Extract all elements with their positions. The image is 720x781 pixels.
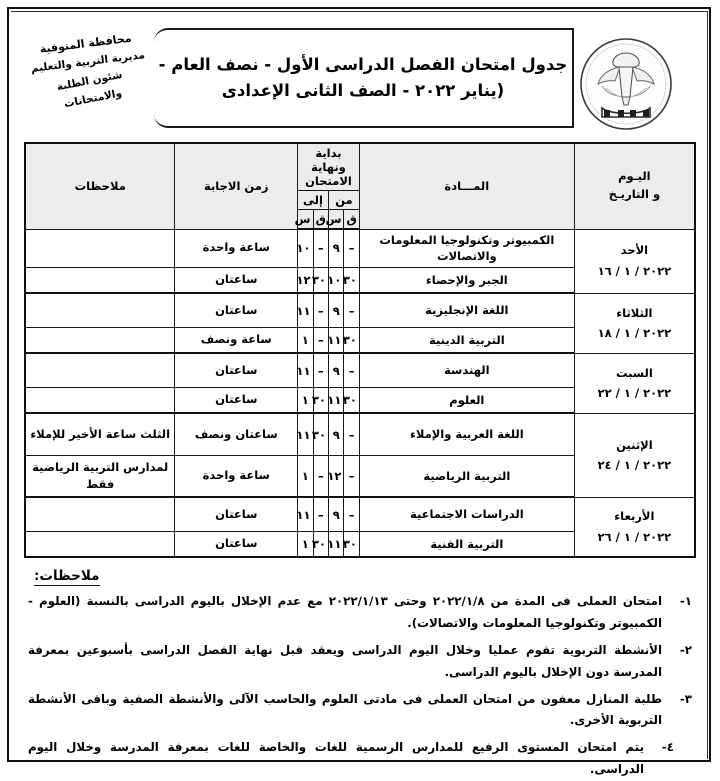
cell-day-date (574, 353, 695, 413)
cell-to-hour: ١٠ (298, 229, 313, 267)
cell-subject: الدراسات الاجتماعية (359, 497, 574, 531)
page-title: جدول امتحان الفصل الدراسى الأول - نصف العام - (158, 54, 568, 74)
cell-subject: التربية الدينية (359, 327, 574, 353)
authority-governorate: محافظة المنوفية (39, 31, 133, 56)
cell-to-hour: ١ (298, 387, 313, 413)
header-exam-span: بداية ونهاية الامتحان (298, 143, 360, 191)
day-date: ٢٠٢٢ / ١ / ٢٢ (597, 386, 672, 401)
cell-from-hour: ١١ (328, 387, 343, 413)
table-row (25, 229, 695, 267)
cell-to-hour: ١١ (298, 497, 313, 531)
cell-note: لمدارس التربية الرياضية فقط (25, 455, 175, 497)
header-to-minute: ق (313, 210, 328, 230)
table-row (25, 413, 695, 455)
note-item (28, 640, 692, 684)
cell-from-hour: ٩ (328, 497, 343, 531)
cell-from-hour: ١١ (328, 531, 343, 557)
cell-to-minute: – (313, 229, 328, 267)
day-name: الأربعاء (614, 509, 655, 524)
authority-department: شئون الطلبة والامتحانات (55, 68, 124, 111)
cell-from-minute: ٣٠ (344, 531, 359, 557)
cell-from-hour: ١١ (328, 327, 343, 353)
cell-duration: ساعة واحدة (175, 229, 298, 267)
day-name: الإثنين (616, 437, 653, 452)
notes-heading-text: ملاحظات: (34, 568, 100, 585)
cell-note (25, 267, 175, 293)
cell-from-minute: – (344, 293, 359, 327)
cell-from-hour: ٩ (328, 353, 343, 387)
header-to-hour: س (298, 210, 313, 230)
cell-from-hour: ٩ (328, 229, 343, 267)
cell-day-date (574, 293, 695, 353)
cell-to-minute: ٣٠ (313, 387, 328, 413)
table-head (25, 143, 695, 229)
notes-section (24, 568, 696, 781)
cell-duration: ساعتان (175, 267, 298, 293)
cell-note (25, 497, 175, 531)
cell-note (25, 387, 175, 413)
cell-to-hour: ١ (298, 455, 313, 497)
document-title-box (154, 28, 574, 128)
header-duration: زمن الاجابة (175, 143, 298, 229)
header-from: من (328, 191, 359, 210)
note-item (28, 689, 692, 733)
cell-duration: ساعة ونصف (175, 327, 298, 353)
cell-from-minute: ٣٠ (344, 267, 359, 293)
cell-subject: اللغة العربية والإملاء (359, 413, 574, 455)
table-row (25, 353, 695, 387)
header-subject: المـــادة (359, 143, 574, 229)
cell-from-minute: – (344, 455, 359, 497)
cell-duration: ساعتان (175, 387, 298, 413)
day-date: ٢٠٢٢ / ١ / ٢٤ (597, 458, 672, 473)
cell-note (25, 229, 175, 267)
header-day-date (574, 143, 695, 229)
cell-day-date (574, 497, 695, 557)
cell-subject: التربية الفنية (359, 531, 574, 557)
table-header-row-1 (25, 143, 695, 191)
note-marker: ٢- (679, 642, 692, 657)
cell-from-hour: ١٠ (328, 267, 343, 293)
notes-list (28, 591, 692, 781)
table-row (25, 293, 695, 327)
authority-directorate: مديرية التربية والتعليم (30, 49, 146, 76)
cell-from-minute: – (344, 497, 359, 531)
cell-duration: ساعتان (175, 353, 298, 387)
cell-to-hour: ١ (298, 327, 313, 353)
table-row (25, 497, 695, 531)
issuing-authority-header (22, 27, 156, 116)
cell-to-minute: ٣٠ (313, 413, 328, 455)
cell-to-minute: – (313, 293, 328, 327)
day-name: الثلاثاء (616, 305, 653, 320)
cell-note: الثلث ساعة الأخير للإملاء (25, 413, 175, 455)
header-date-label: و التاريـخ (608, 187, 661, 202)
cell-to-minute: ٣٠ (313, 531, 328, 557)
header-to: إلى (298, 191, 329, 210)
cell-note (25, 531, 175, 557)
cell-note (25, 293, 175, 327)
cell-subject: الجبر والإحصاء (359, 267, 574, 293)
cell-subject: التربية الرياضية (359, 455, 574, 497)
day-name: الأحد (620, 243, 649, 258)
egypt-eagle-emblem-icon (578, 36, 674, 132)
header-from-hour: س (328, 210, 343, 230)
cell-from-minute: ٣٠ (344, 327, 359, 353)
cell-duration: ساعتان (175, 531, 298, 557)
cell-to-minute: – (313, 327, 328, 353)
page-subtitle: (يناير ٢٠٢٢ - الصف الثانى الإعدادى (221, 80, 505, 100)
cell-to-hour: ١٢ (298, 267, 313, 293)
day-name: السبت (615, 365, 653, 380)
note-text: طلبة المنازل معفون من امتحان العملى فى مادتى العلوم والحاسب الآلى والأنشطة الصفية وباقى الأنشطة التربوية الأخرى. (28, 691, 662, 728)
cell-subject: العلوم (359, 387, 574, 413)
cell-from-minute: – (344, 413, 359, 455)
cell-note (25, 353, 175, 387)
cell-from-hour: ٩ (328, 413, 343, 455)
cell-duration: ساعة واحدة (175, 455, 298, 497)
note-item (28, 591, 692, 635)
cell-day-date (574, 413, 695, 497)
table-body (25, 229, 695, 557)
note-marker: ١- (679, 594, 692, 609)
day-date: ٢٠٢٢ / ١ / ٢٦ (597, 530, 672, 545)
cell-from-minute: – (344, 353, 359, 387)
cell-to-hour: ١ (298, 531, 313, 557)
cell-duration: ساعتان (175, 293, 298, 327)
cell-note (25, 327, 175, 353)
day-date: ٢٠٢٢ / ١ / ١٨ (597, 326, 672, 341)
cell-to-minute: – (313, 497, 328, 531)
exam-schedule-table (24, 142, 696, 558)
note-marker: ٣- (679, 691, 692, 706)
cell-from-hour: ٩ (328, 293, 343, 327)
cell-to-minute: – (313, 353, 328, 387)
cell-subject: الهندسة (359, 353, 574, 387)
day-date: ٢٠٢٢ / ١ / ١٦ (597, 264, 672, 279)
cell-duration: ساعتان ونصف (175, 413, 298, 455)
note-text: الأنشطة التربوية تقوم عمليا وخلال اليوم الدراسى ويعقد قبل نهاية الفصل الدراسى بأسبوعين بمعرفة المدرسة دون الإخلال باليوم الدراسى. (28, 642, 662, 679)
cell-subject: الكمبيوتر وتكنولوجيا المعلومات والاتصالات (359, 229, 574, 267)
cell-to-hour: ١١ (298, 353, 313, 387)
document-banner (24, 18, 696, 140)
cell-subject: اللغة الإنجليزية (359, 293, 574, 327)
cell-to-minute: ٣٠ (313, 267, 328, 293)
cell-to-hour: ١١ (298, 293, 313, 327)
header-day-label: اليـوم (618, 169, 651, 184)
note-marker: ٤- (661, 740, 674, 755)
header-notes: ملاحظات (25, 143, 175, 229)
cell-day-date (574, 229, 695, 293)
note-text: امتحان العملى فى المدة من ٢٠٢٢/١/٨ وحتى ٢٠٢٢/١/١٣ مع عدم الإخلال باليوم الدراسى بالنسبة (العلوم - الكمبيوتر وتكنولوجيا المعلومات والاتصالات). (28, 594, 662, 631)
notes-heading (28, 568, 692, 584)
cell-to-minute: – (313, 455, 328, 497)
cell-duration: ساعتان (175, 497, 298, 531)
cell-to-hour: ١١ (298, 413, 313, 455)
cell-from-hour: ١٢ (328, 455, 343, 497)
cell-from-minute: – (344, 229, 359, 267)
note-text: يتم امتحان المستوى الرفيع للمدارس الرسمية للغات والخاصة للغات بمعرفة المدرسة وخلال اليوم الدراسى. (28, 740, 644, 777)
header-from-minute: ق (344, 210, 359, 230)
note-item (28, 737, 692, 781)
cell-from-minute: ٣٠ (344, 387, 359, 413)
